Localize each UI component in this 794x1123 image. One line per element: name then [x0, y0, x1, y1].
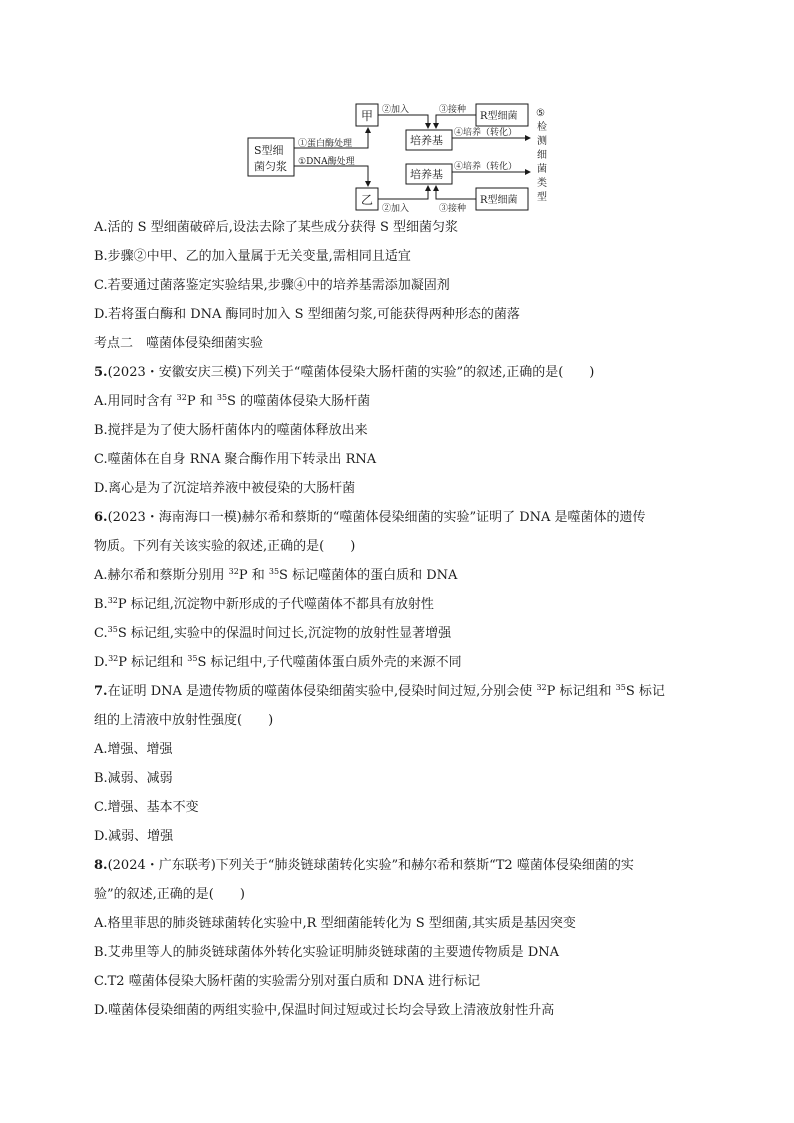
add-bottom-label: ②加入 [382, 204, 410, 214]
svg-text:检: 检 [537, 122, 547, 133]
q6-option-c: C.$^{35}$S 标记组,实验中的保温时间过长,沉淀物的放射性显著增强 [94, 625, 452, 641]
svg-text:测: 测 [537, 136, 547, 147]
medium-bottom-label: 培养基 [410, 168, 443, 181]
q5-option-b: B.搅拌是为了使大肠杆菌体内的噬菌体释放出来 [94, 423, 368, 438]
r-bottom-label: R型细菌 [480, 195, 518, 206]
inoc-top-label: ③接种 [439, 105, 467, 115]
q7-option-a: A.增强、增强 [94, 742, 173, 757]
svg-text:细: 细 [537, 150, 547, 161]
jia-label: 甲 [361, 109, 374, 123]
q5-option-c: C.噬菌体在自身 RNA 聚合酶作用下转录出 RNA [94, 452, 377, 467]
culture-top-label: ④培养（转化） [454, 128, 518, 138]
q5-stem-text: (2023・安徽安庆三模)下列关于“噬菌体侵染大肠杆菌的实验”的叙述,正确的是( ) [107, 365, 595, 380]
q6-option-a: A.赫尔希和蔡斯分别用 $^{32}$P 和 $^{35}$S 标记噬菌体的蛋白质和 DNA [94, 567, 458, 583]
q8-number: 8. [94, 858, 108, 873]
add-top-label: ②加入 [382, 105, 410, 115]
q8-option-a: A.格里菲思的肺炎链球菌转化实验中,R 型细菌能转化为 S 型细菌,其实质是基因突变 [94, 916, 576, 931]
section-title: 考点二 噬菌体侵染细菌实验 [94, 336, 264, 351]
q7-option-c: C.增强、基本不变 [94, 800, 199, 815]
protease-label: ①蛋白酶处理 [298, 139, 353, 149]
q8-option-b: B.艾弗里等人的肺炎链球菌体外转化实验证明肺炎链球菌的主要遗传物质是 DNA [94, 945, 560, 960]
culture-bottom-label: ④培养（转化） [454, 162, 518, 172]
q8-option-d: D.噬菌体侵染细菌的两组实验中,保温时间过短或过长均会导致上清液放射性升高 [94, 1003, 555, 1018]
dnase-label: ①DNA酶处理 [298, 157, 355, 167]
q5-option-a: A.用同时含有 $^{32}$P 和 $^{35}$S 的噬菌体侵染大肠杆菌 [94, 393, 371, 409]
q6-number: 6. [94, 510, 108, 525]
flow-svg [246, 102, 558, 214]
q7-option-b: B.减弱、减弱 [94, 771, 173, 786]
detect-vertical-label [536, 108, 547, 203]
q7-number: 7. [94, 684, 108, 699]
question-content [94, 219, 714, 1031]
q5-option-d: D.离心是为了沉淀培养液中被侵染的大肠杆菌 [94, 481, 356, 496]
q5-number: 5. [94, 365, 108, 380]
source-label-1: S型细 [254, 144, 284, 157]
q7-stem-line2: 组的上清液中放射性强度( ) [94, 713, 274, 728]
q6-stem-line2: 物质。下列有关该实验的叙述,正确的是( ) [94, 539, 356, 554]
q4-option-a: A.活的 S 型细菌破碎后,设法去除了某些成分获得 S 型细菌匀浆 [94, 220, 458, 235]
experiment-flow-diagram [246, 102, 558, 214]
yi-label: 乙 [361, 193, 374, 207]
q8-stem-line2: 验”的叙述,正确的是( ) [94, 887, 245, 902]
q4-option-c: C.若要通过菌落鉴定实验结果,步骤④中的培养基需添加凝固剂 [94, 278, 450, 293]
source-label-2: 菌匀浆 [254, 160, 287, 173]
q4-option-d: D.若将蛋白酶和 DNA 酶同时加入 S 型细菌匀浆,可能获得两种形态的菌落 [94, 307, 520, 322]
q6-option-d: D.$^{32}$P 标记组和 $^{35}$S 标记组中,子代噬菌体蛋白质外壳的来源不同 [94, 654, 462, 670]
q6-stem-line1: 6.(2023・海南海口一模)赫尔希和蔡斯的“噬菌体侵染细菌的实验”证明了 DNA 是噬菌体的遗传 [94, 510, 646, 525]
q5-stem [94, 364, 714, 393]
svg-text:⑤: ⑤ [536, 108, 545, 119]
q4-option-b: B.步骤②中甲、乙的加入量属于无关变量,需相同且适宜 [94, 249, 411, 264]
medium-top-label: 培养基 [410, 134, 443, 147]
inoc-bottom-label: ③接种 [439, 204, 467, 214]
q6-option-b: B.$^{32}$P 标记组,沉淀物中新形成的子代噬菌体不都具有放射性 [94, 596, 434, 612]
q8-stem-line1: 8.(2024・广东联考)下列关于“肺炎链球菌转化实验”和赫尔希和蔡斯“T2 噬菌体侵染细菌的实 [94, 858, 634, 873]
q8-option-c: C.T2 噬菌体侵染大肠杆菌的实验需分别对蛋白质和 DNA 进行标记 [94, 974, 481, 989]
svg-text:型: 型 [537, 192, 547, 203]
q7-stem-line1: 7.在证明 DNA 是遗传物质的噬菌体侵染细菌实验中,侵染时间过短,分别会使 $^{32}$P 标记组和 $^{35}$S 标记 [94, 683, 665, 699]
r-top-label: R型细菌 [480, 111, 518, 122]
svg-text:菌: 菌 [537, 164, 547, 175]
q7-option-d: D.减弱、增强 [94, 829, 174, 844]
svg-text:类: 类 [537, 178, 547, 189]
